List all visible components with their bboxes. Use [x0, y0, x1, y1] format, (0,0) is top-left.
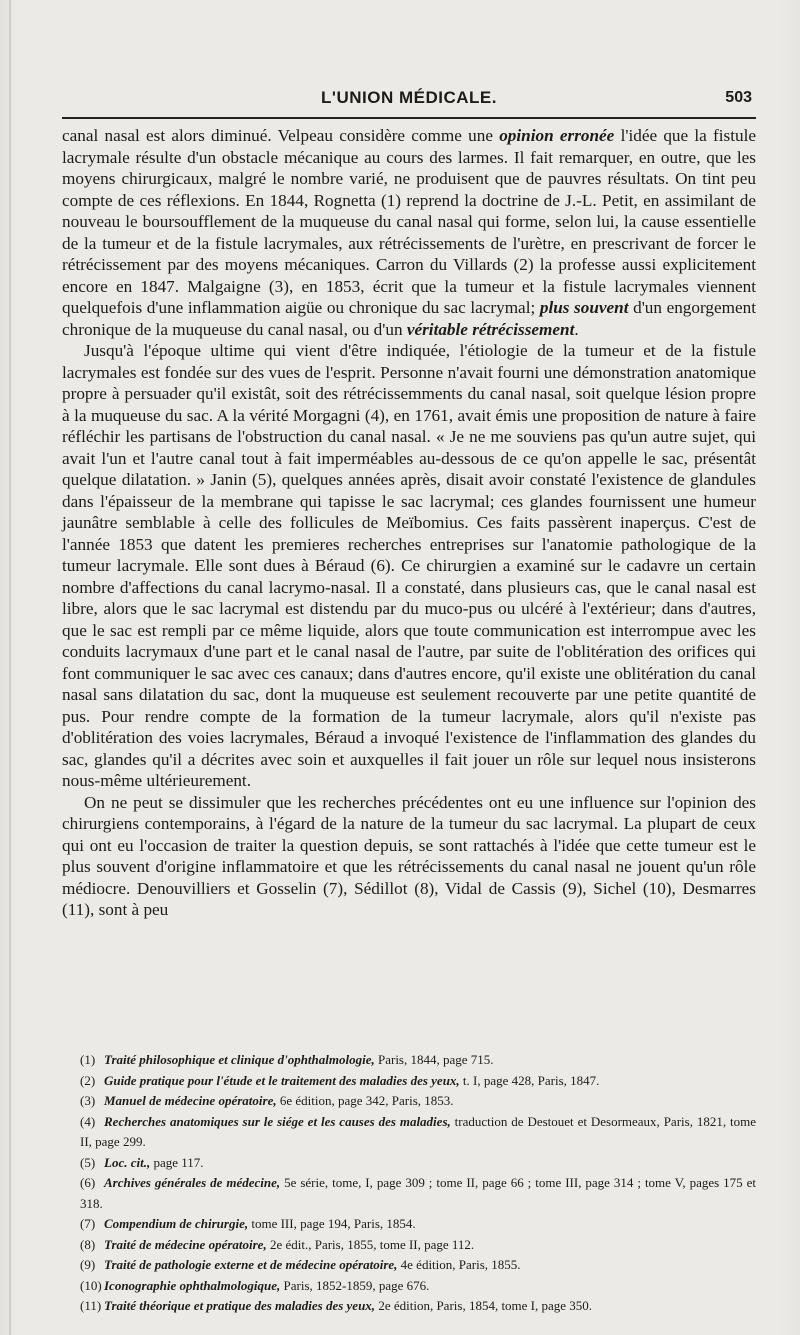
header-rule [62, 117, 756, 119]
paragraph-1-text-d: . [574, 319, 579, 339]
footnote-title: Compendium de chirurgie, [104, 1216, 249, 1231]
footnote [80, 1173, 756, 1214]
footnote-mark: (8) [80, 1236, 96, 1252]
footnote-text: Paris, 1852-1859, page 676. [280, 1277, 430, 1293]
footnote-mark: (11) [80, 1298, 102, 1313]
footnote-mark: (2) [80, 1072, 96, 1088]
paragraph-1-text-b: l'idée que la fistule lacrymale résulte d'un obstacle mécanique au cours des larmes. Il fait remarquer, en outre, que les moyens chirurgicaux, malgré le nombre varié, ne produisent que de pauvres résultats. On tint peu compte de ces réflexions. En 1844, Rognetta (1) reprend la doctrine de J.-L. Petit, en assimilant de nouveau le boursoufflement de la muqueuse du canal nasal qui forme, selon lui, la cause essentielle de la tumeur et de la fistule lacrymales, aux rétrécissements de l'urètre, en prescrivant de forcer le rétrécissement par des moyens mécaniques. Carron du Villards (2) la professe aussi explicitement encore en 1847. Malgaigne (3), en 1853, écrit que la tumeur et la fistule lacrymales viennent quelquefois d'une inflammation aigüe ou chronique du sac lacrymal; [62, 126, 756, 317]
footnote-mark: (6) [80, 1175, 96, 1190]
footnote-text: 2e édition, Paris, 1854, tome I, page 350. [375, 1298, 593, 1313]
footnotes [80, 1050, 756, 1317]
footnote-mark: (1) [80, 1052, 96, 1067]
footnote [80, 1235, 756, 1256]
footnote [80, 1071, 756, 1092]
footnote-title: Archives générales de médecine, [104, 1175, 281, 1190]
footnote [80, 1214, 756, 1235]
footnote-title: Traité de médecine opératoire, [104, 1236, 267, 1252]
footnote-title: Recherches anatomiques sur le siége et les causes des maladies, [104, 1113, 451, 1129]
footnote-mark: (7) [80, 1216, 96, 1231]
footnote-title: Manuel de médecine opératoire, [104, 1093, 277, 1108]
paragraph-1 [62, 125, 756, 340]
emphasis-plus-souvent: plus souvent [539, 298, 629, 317]
footnote-title: Loc. cit., [104, 1154, 151, 1170]
footnote-text: 5e série, tome, I, page 309 ; tome II, page 66 ; tome III, page 314 ; tome V, pages 175 et 318. [80, 1175, 756, 1211]
footnote-text: traduction de Destouet et Desormeaux, Paris, 1821, tome II, page 299. [80, 1113, 757, 1149]
footnote [80, 1112, 756, 1153]
emphasis-opinion-erronee: opinion erronée [499, 126, 615, 145]
footnote-title: Iconographie ophthalmologique, [104, 1277, 281, 1293]
footnote-text: Paris, 1844, page 715. [374, 1052, 494, 1067]
running-title: L'UNION MÉDICALE. [321, 88, 497, 107]
footnote-title: Guide pratique pour l'étude et le traitement des maladies des yeux, [104, 1072, 460, 1088]
footnote-mark: (3) [80, 1093, 96, 1108]
footnote [80, 1296, 756, 1317]
page-spine-shadow [9, 0, 11, 1335]
page-number: 503 [725, 89, 752, 106]
footnote-mark: (5) [80, 1154, 96, 1170]
footnote-title: Traité de pathologie externe et de médecine opératoire, [104, 1257, 398, 1272]
paragraph-1-text-c: d'un engorgement chronique de la muqueuse du canal nasal, ou d'un [62, 298, 756, 339]
footnote-title: Traité théorique et pratique des maladies des yeux, [104, 1298, 376, 1313]
footnote-text: 2e édit., Paris, 1855, tome II, page 112. [266, 1236, 475, 1252]
footnote-text: t. I, page 428, Paris, 1847. [459, 1072, 600, 1088]
footnote-mark: (10) [80, 1277, 102, 1293]
footnote [80, 1276, 756, 1297]
footnote [80, 1050, 756, 1071]
footnote [80, 1153, 756, 1174]
footnote-text: tome III, page 194, Paris, 1854. [248, 1216, 416, 1231]
paragraph-2: Jusqu'à l'époque ultime qui vient d'être indiquée, l'étiologie de la tumeur et de la fistule lacrymales est fondée sur des vues de l'esprit. Personne n'avait fourni une démonstration anatomique propre à persuader qu'il existât, soit des rétrécissemments du canal nasal, soit quelque lésion propre à la muqueuse du sac. A la vérité Morgagni (4), en 1761, avait émis une proposition de nature à faire réfléchir les partisans de l'obstruction du canal nasal. « Je ne me souviens pas qu'un autre sujet, qui avait l'un et l'autre canal tout à fait imperméables au-dessous de ce qu'on appelle le sac, présentât quelque dilatation. » Janin (5), quelques années après, disait avoir constaté l'existence de glandules dans l'épaisseur de la membrane qui tapisse le sac lacrymal; ces glandes fournissent une humeur jaunâtre semblable à celle des follicules de Meïbomius. Ces faits passèrent inaperçus. C'est de l'année 1853 que datent les premieres recherches entreprises sur l'anatomie pathologique de la tumeur lacrymale. Elle sont dues à Béraud (6). Ce chirurgien a examiné sur le cadavre un certain nombre d'affections du canal lacrymo-nasal. Il a constaté, dans plusieurs cas, que le canal nasal est libre, alors que le sac lacrymal est distendu par du muco-pus ou ulcéré à l'extérieur; dans d'autres, que le sac est rempli par ce même liquide, alors que toute communication est interrompue avec les conduits lacrymaux d'une part et le canal nasal de l'autre, par suite de l'oblitération des orifices qui font communiquer le sac avec ces canaux; dans d'autres encore, qu'il existe une oblitération du canal nasal sans dilatation du sac, dont la muqueuse est seulement recouverte par une petite quantité de pus. Pour rendre compte de la formation de la tumeur lacrymale, alors qu'il n'existe pas d'oblitération des voies lacrymales, Béraud a invoqué l'existence de l'inflammation des glandes du sac, glandes qu'il a décrites avec soin et auxquelles il fait jouer un rôle sur lequel nous insisterons nous-même ultérieurement. [62, 341, 756, 790]
footnote-text: page 117. [150, 1154, 204, 1170]
page-header [62, 86, 756, 116]
footnote-mark: (4) [80, 1113, 96, 1129]
footnote [80, 1091, 756, 1112]
footnote-title: Traité philosophique et clinique d'ophthalmologie, [104, 1052, 375, 1067]
paragraph-3: On ne peut se dissimuler que les recherches précédentes ont eu une influence sur l'opinion des chirurgiens contemporains, à l'égard de la nature de la tumeur du sac lacrymal. La plupart de ceux qui ont eu l'occasion de traiter la question depuis, se sont rattachés à l'idée que cette tumeur est le plus souvent d'origine inflammatoire et que les rétrécissements du canal nasal ne jouent qu'un rôle médiocre. Denouvilliers et Gosselin (7), Sédillot (8), Vidal de Cassis (9), Sichel (10), Desmarres (11), sont à peu [62, 792, 756, 919]
paragraph-1-text-a: canal nasal est alors diminué. Velpeau considère comme une [62, 126, 500, 145]
emphasis-veritable-retrecissement: véritable rétrécissement [406, 319, 575, 339]
main-text [62, 125, 756, 921]
footnote-text: 6e édition, page 342, Paris, 1853. [276, 1093, 454, 1108]
footnote-mark: (9) [80, 1257, 96, 1272]
footnote [80, 1255, 756, 1276]
footnote-text: 4e édition, Paris, 1855. [397, 1257, 521, 1272]
